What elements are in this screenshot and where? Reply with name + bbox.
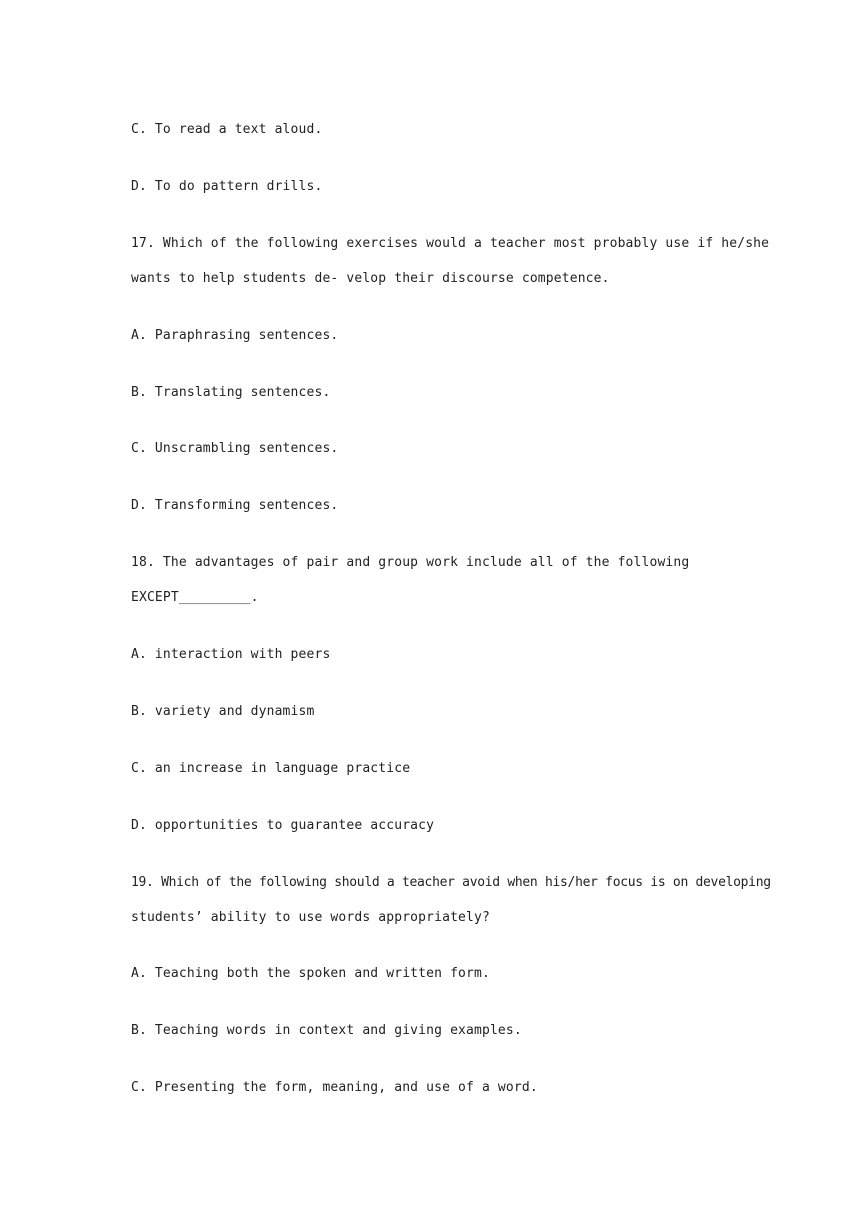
q17-option-a: A. Paraphrasing sentences. — [131, 328, 339, 343]
q18-option-a: A. interaction with peers — [131, 647, 331, 662]
q17-stem-line2: wants to help students de- velop their discourse competence. — [131, 271, 610, 286]
q17-option-b: B. Translating sentences. — [131, 385, 331, 400]
q19-option-b: B. Teaching words in context and giving examples. — [131, 1023, 522, 1038]
q18-option-b: B. variety and dynamism — [131, 704, 315, 719]
q18-option-d: D. opportunities to guarantee accuracy — [131, 818, 435, 833]
q19-option-a: A. Teaching both the spoken and written form. — [131, 966, 490, 981]
q19-stem-line2: students’ ability to use words appropriately? — [131, 910, 490, 925]
q19-stem-line1: 19. Which of the following should a teacher avoid when his/her focus is on developing — [131, 875, 771, 890]
q18-stem-line1: 18. The advantages of pair and group work include all of the following — [131, 555, 690, 570]
q16-option-c: C. To read a text aloud. — [131, 122, 323, 137]
q18-option-c: C. an increase in language practice — [131, 761, 411, 776]
q18-stem-line2: EXCEPT_________. — [131, 590, 259, 605]
q19-option-c: C. Presenting the form, meaning, and use of a word. — [131, 1080, 538, 1095]
q17-stem-line1: 17. Which of the following exercises would a teacher most probably use if he/she — [131, 236, 770, 251]
q17-option-d: D. Transforming sentences. — [131, 498, 339, 513]
q16-option-d: D. To do pattern drills. — [131, 179, 323, 194]
q17-option-c: C. Unscrambling sentences. — [131, 441, 339, 456]
